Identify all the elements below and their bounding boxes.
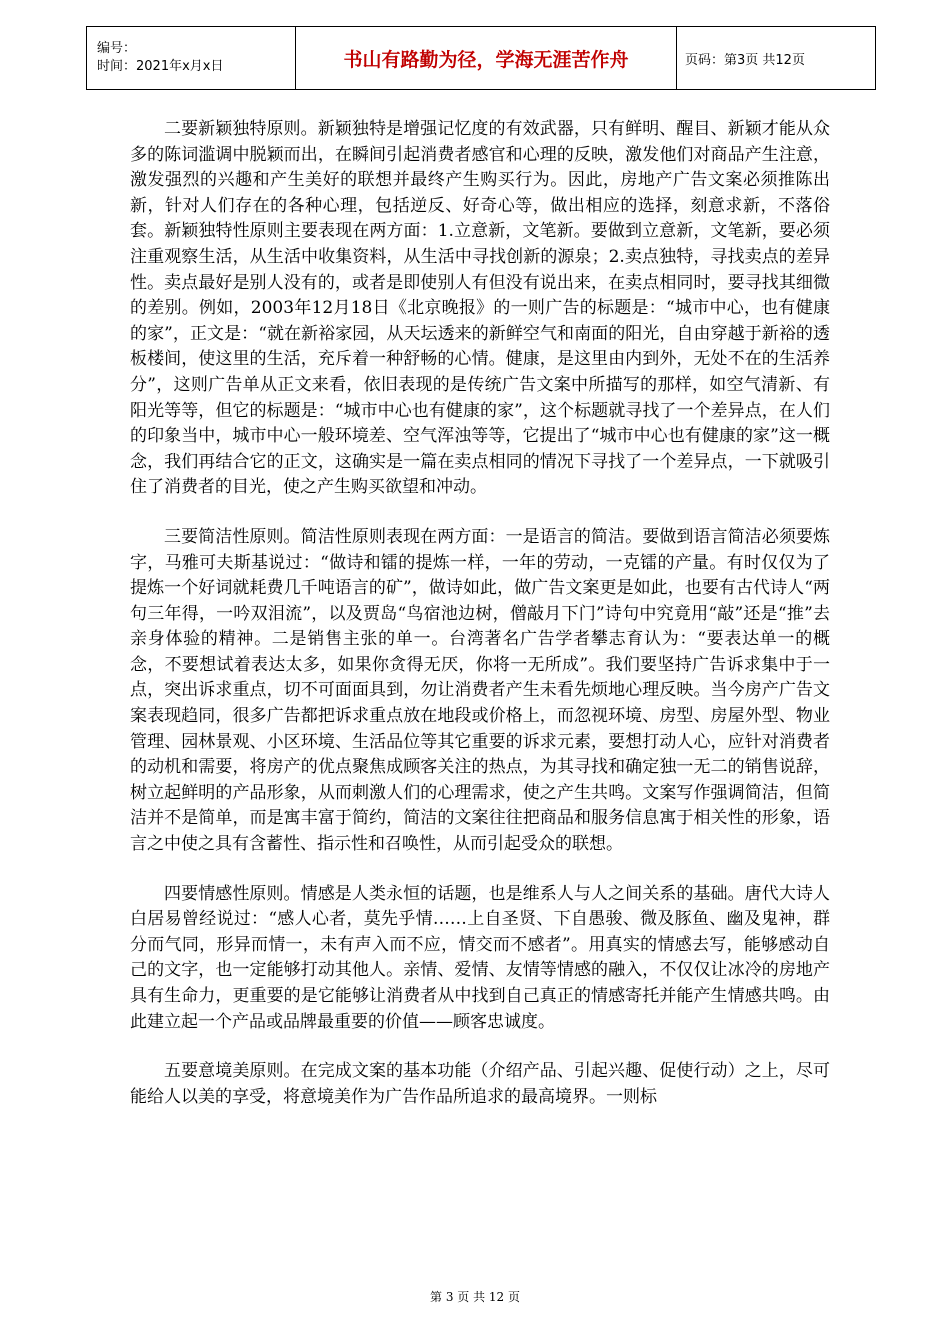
paragraph-emotion-principle: 四要情感性原则。情感是人类永恒的话题，也是维系人与人之间关系的基础。唐代大诗人白居易曾经说过：“感人心者，莫先乎情……上自圣贤、下自愚骏、微及豚鱼、幽及鬼神，群分而气同，形异而情一，未有声入而不应，情交而不感者”。用真实的情感去写，能够感动自己的文字，也一定能够打动其他人。亲情、爱情、友情等情感的融入，不仅仅让冰冷的房地产具有生命力，更重要的是它能够让消费者从中找到自己真正的情感寄托并能产生情感共鸣。由此建立起一个产品或品牌最重要的价值——顾客忠诚度。 — [130, 883, 830, 1032]
document-code-label: 编号： — [97, 41, 137, 56]
paragraph-artistic-conception-principle: 五要意境美原则。在完成文案的基本功能（介绍产品、引起兴趣、促使行动）之上，尽可能给人以美的享受，将意境美作为广告作品所追求的最高境界。一则标 — [130, 1061, 830, 1107]
paragraph-novelty-principle: 二要新颖独特原则。新颖独特是增强记忆度的有效武器，只有鲜明、醒目、新颖才能从众多的陈词滥调中脱颖而出，在瞬间引起消费者感官和心理的反映，激发他们对商品产生注意，激发强烈的兴趣和产生美好的联想并最终产生购买行为。因此，房地产广告文案必须推陈出新，针对人们存在的各种心理，包括逆反、好奇心等，做出相应的选择，刻意求新，不落俗套。新颖独特性原则主要表现在两方面：1.立意新，文笔新。要做到立意新，文笔新，要必须注重观察生活，从生活中收集资料，从生活中寻找创新的源泉；2.卖点独特，寻找卖点的差异性。卖点最好是别人没有的，或者是即使别人有但没有说出来，在卖点相同时，要寻找其细微的差别。例如，2003年12月18日《北京晚报》的一则广告的标题是：“城市中心，也有健康的家”，正文是：“就在新裕家园，从天坛透来的新鲜空气和南面的阳光，自由穿越于新裕的透板楼间，使这里的生活，充斥着一种舒畅的心情。健康，是这里由内到外，无处不在的生活养分”，这则广告单从正文来看，依旧表现的是传统广告文案中所描写的那样，如空气清新、有阳光等等，但它的标题是：“城市中心也有健康的家”，这个标题就寻找了一个差异点，在人们的印象当中，城市中心一般环境差、空气浑浊等等，它提出了“城市中心也有健康的家”这一概念，我们再结合它的正文，这确实是一篇在卖点相同的情况下寻找了一个差异点，一下就吸引住了消费者的目光，使之产生购买欲望和冲动。 — [130, 119, 830, 498]
document-body — [130, 117, 830, 1134]
header-page-info: 页码：第3页 共12页 — [677, 27, 876, 90]
document-header — [86, 26, 876, 90]
header-meta-cell — [87, 27, 296, 90]
header-motto: 书山有路勤为径，学海无涯苦作舟 — [296, 27, 677, 90]
page-footer: 第 3 页 共 12 页 — [430, 1290, 520, 1304]
document-time-label: 时间：2021年x月x日 — [97, 59, 224, 74]
paragraph-simplicity-principle: 三要简洁性原则。简洁性原则表现在两方面：一是语言的简洁。要做到语言简洁必须要炼字，马雅可夫斯基说过：“做诗和镭的提炼一样，一年的劳动，一克镭的产量。有时仅仅为了提炼一个好词就耗费几千吨语言的矿”，做诗如此，做广告文案更是如此，也要有古代诗人“两句三年得，一吟双泪流”，以及贾岛“鸟宿池边树，僧敲月下门”诗句中究竟用“敲”还是“推”去亲身体验的精神。二是销售主张的单一。台湾著名广告学者攀志育认为：“要表达单一的概念，不要想试着表达太多，如果你贪得无厌，你将一无所成”。我们要坚持广告诉求集中于一点，突出诉求重点，切不可面面具到，勿让消费者产生未看先烦地心理反映。当今房产广告文案表现趋同，很多广告都把诉求重点放在地段或价格上，而忽视环境、房型、房屋外型、物业管理、园林景观、小区环境、生活品位等其它重要的诉求元素，要想打动人心，应针对消费者的动机和需要，将房产的优点聚焦成顾客关注的热点，为其寻找和确定独一无二的销售说辞，树立起鲜明的产品形象，从而刺激人们的心理需求，使之产生共鸣。文案写作强调简洁，但简洁并不是简单，而是寓丰富于简约，简洁的文案往往把商品和服务信息寓于相关性的形象，语言之中使之具有含蓄性、指示性和召唤性，从而引起受众的联想。 — [130, 526, 830, 855]
